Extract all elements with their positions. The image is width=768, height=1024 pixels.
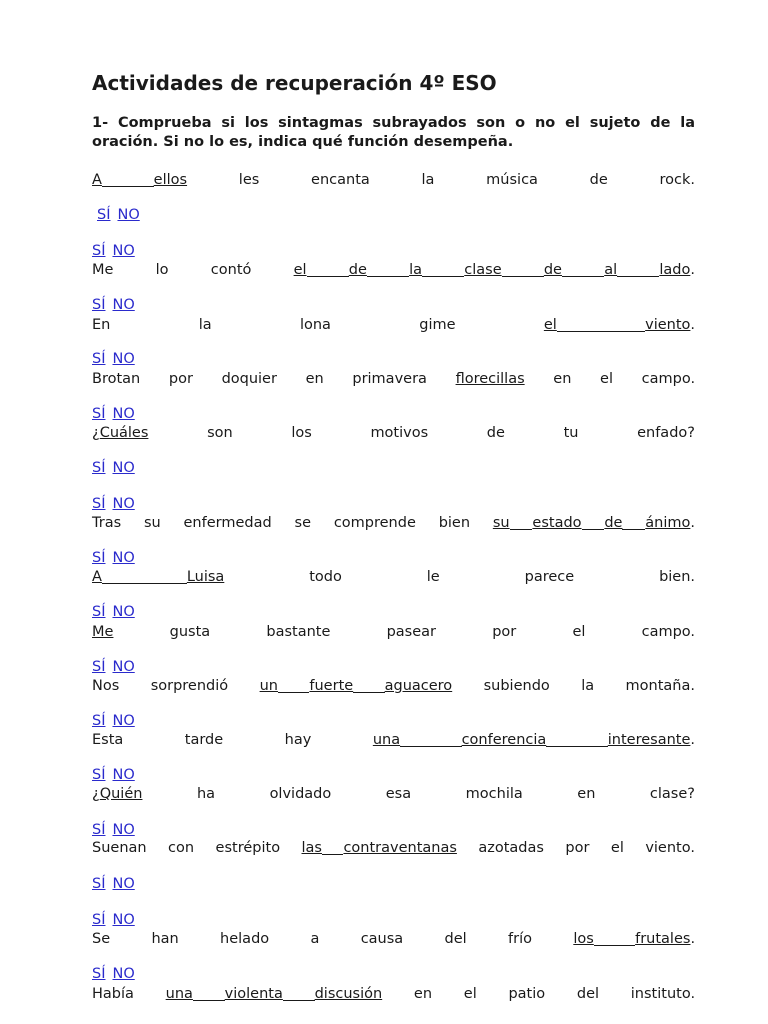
sentence-word: patio (508, 986, 546, 1002)
option-no-link[interactable]: NO (112, 550, 135, 566)
underlined-word: de (348, 262, 367, 278)
sentence-word: . (690, 262, 695, 278)
exercise-sentence (92, 171, 695, 189)
sentence-word: parece (524, 569, 575, 585)
underlined-word: una (165, 986, 193, 1002)
exercise-sentence (92, 731, 695, 749)
exercise-sentence (92, 261, 695, 279)
underlined-word: aguacero (384, 678, 453, 694)
sentence-word: sorprendió (150, 678, 229, 694)
sentence-word: el (610, 840, 624, 856)
answer-options (92, 965, 135, 983)
sentence-word: son (207, 425, 233, 441)
option-si-link[interactable]: SÍ (92, 550, 106, 566)
option-no-link[interactable]: NO (112, 659, 135, 675)
option-no-link[interactable]: NO (112, 822, 135, 838)
sentence-word: subiendo (483, 678, 550, 694)
sentence-word: tu (563, 425, 579, 441)
option-si-link[interactable]: SÍ (92, 496, 106, 512)
sentence-word: . (690, 931, 696, 947)
sentence-word: campo. (641, 624, 696, 640)
underlined-word: contraventanas (343, 840, 457, 856)
sentence-word: azotadas (478, 840, 544, 856)
sentence-word: Se (92, 931, 111, 947)
underlined-word: florecillas (455, 371, 525, 387)
sentence-word: gime (419, 317, 456, 333)
underlined-word: el (293, 262, 307, 278)
exercise-sentence (92, 930, 695, 948)
sentence-word: clase? (649, 786, 695, 802)
sentence-word: la (198, 317, 212, 333)
option-no-link[interactable]: NO (112, 713, 135, 729)
option-si-link[interactable]: SÍ (92, 351, 106, 367)
sentence-word: los (291, 425, 312, 441)
sentence-word: la (581, 678, 595, 694)
page-title: Actividades de recuperación 4º ESO (92, 71, 497, 95)
answer-options (92, 658, 135, 676)
underlined-word: ellos (153, 172, 188, 188)
underlined-word: Quién (99, 786, 143, 802)
underlined-word: de (543, 262, 562, 278)
answer-options (97, 206, 140, 224)
sentence-word: tarde (184, 732, 224, 748)
underlined-word: interesante (607, 732, 691, 748)
sentence-word: Brotan (92, 371, 141, 387)
sentence-word: les (238, 172, 260, 188)
exercise-sentence (92, 985, 695, 1003)
sentence-word: montaña. (625, 678, 695, 694)
underlined-word: el (543, 317, 557, 333)
underlined-word: las (301, 840, 322, 856)
sentence-word: todo (309, 569, 342, 585)
option-no-link[interactable]: NO (112, 876, 135, 892)
sentence-word: lo (155, 262, 169, 278)
sentence-word: Me (92, 262, 114, 278)
sentence-word: le (426, 569, 440, 585)
answer-options (92, 766, 135, 784)
answer-options (92, 821, 135, 839)
sentence-word: pasear (386, 624, 437, 640)
answer-options (92, 603, 135, 621)
option-no-link[interactable]: NO (112, 406, 135, 422)
option-no-link[interactable]: NO (112, 297, 135, 313)
sentence-word: de (589, 172, 608, 188)
sentence-word: motivos (370, 425, 429, 441)
sentence-word: bastante (266, 624, 331, 640)
underlined-word: A (92, 569, 102, 585)
sentence-word: En (92, 317, 111, 333)
sentence-word: en (305, 371, 324, 387)
sentence-word: Esta (92, 732, 124, 748)
underlined-word: discusión (314, 986, 383, 1002)
exercise-sentence (92, 424, 695, 442)
sentence-word: primavera (352, 371, 427, 387)
option-no-link[interactable]: NO (112, 243, 135, 259)
sentence-word: en (413, 986, 433, 1002)
sentence-word: del (444, 931, 467, 947)
option-no-link[interactable]: NO (112, 966, 135, 982)
sentence-word: de (486, 425, 505, 441)
option-si-link[interactable]: SÍ (92, 243, 106, 259)
answer-options (92, 549, 135, 567)
sentence-word: campo. (641, 371, 696, 387)
option-no-link[interactable]: NO (112, 496, 135, 512)
sentence-word: bien (438, 515, 471, 531)
sentence-word: música (486, 172, 538, 188)
sentence-word: helado (220, 931, 270, 947)
exercise-sentence (92, 677, 695, 695)
underlined-word: fuerte (309, 678, 354, 694)
sentence-word: por (492, 624, 517, 640)
sentence-word: . (690, 732, 695, 748)
answer-options (92, 296, 135, 314)
exercise-sentence (92, 514, 695, 532)
sentence-word: ¿ (92, 425, 100, 441)
sentence-word: en (577, 786, 596, 802)
option-si-link[interactable]: SÍ (92, 406, 106, 422)
option-no-link[interactable]: NO (112, 604, 135, 620)
sentence-word: por (565, 840, 590, 856)
option-si-link[interactable]: SÍ (92, 966, 106, 982)
sentence-word: la (421, 172, 435, 188)
sentence-word: en (553, 371, 572, 387)
sentence-word: . (690, 515, 695, 531)
exercise-sentence (92, 623, 695, 641)
underlined-word: una (372, 732, 401, 748)
option-si-link[interactable]: SÍ (92, 767, 106, 783)
underlined-word: frutales (635, 931, 691, 947)
sentence-word: gusta (169, 624, 211, 640)
answer-options (92, 911, 135, 929)
sentence-word: mochila (465, 786, 523, 802)
sentence-word: Suenan (92, 840, 147, 856)
underlined-word: violenta (224, 986, 283, 1002)
underlined-word: A (92, 172, 102, 188)
sentence-word: el (600, 371, 613, 387)
exercise-instruction: 1- Comprueba si los sintagmas subrayados son o no el sujeto de la oración. Si no lo es, indica qué función desempeña. (92, 115, 695, 150)
option-si-link[interactable]: SÍ (92, 659, 106, 675)
sentence-word: Nos (92, 678, 120, 694)
answer-options (92, 875, 135, 893)
underlined-word: Luisa (186, 569, 225, 585)
sentence-word: bien. (659, 569, 696, 585)
sentence-word: del (576, 986, 600, 1002)
option-no-link[interactable]: NO (112, 767, 135, 783)
sentence-word: encanta (311, 172, 370, 188)
sentence-word: han (151, 931, 179, 947)
sentence-word: Había (92, 986, 134, 1002)
exercise-sentence (92, 839, 695, 857)
underlined-word: ánimo (645, 515, 691, 531)
exercise-sentence (92, 568, 695, 586)
option-si-link[interactable]: SÍ (92, 912, 106, 928)
sentence-word: su (143, 515, 161, 531)
underlined-word: al (604, 262, 618, 278)
option-no-link[interactable]: NO (117, 207, 140, 223)
sentence-word: esa (385, 786, 412, 802)
sentence-word: estrépito (215, 840, 281, 856)
sentence-word: rock. (659, 172, 696, 188)
sentence-word: causa (360, 931, 404, 947)
sentence-word: comprende (333, 515, 416, 531)
underlined-word: conferencia (461, 732, 547, 748)
option-si-link[interactable]: SÍ (92, 713, 106, 729)
sentence-word: por (168, 371, 193, 387)
underlined-word: clase (464, 262, 502, 278)
sentence-word: doquier (221, 371, 277, 387)
answer-options (92, 350, 135, 368)
sentence-word: el (463, 986, 477, 1002)
sentence-word: con (168, 840, 195, 856)
sentence-word: enfermedad (183, 515, 272, 531)
sentence-word: ha (196, 786, 216, 802)
underlined-word: viento (645, 317, 691, 333)
underlined-word: Me (92, 624, 114, 640)
answer-options (92, 459, 135, 477)
sentence-word: ¿ (92, 786, 100, 802)
option-si-link[interactable]: SÍ (92, 604, 106, 620)
answer-options (92, 405, 135, 423)
sentence-word: se (294, 515, 311, 531)
sentence-word: el (572, 624, 586, 640)
sentence-word: instituto. (630, 986, 696, 1002)
sentence-word: . (690, 317, 696, 333)
sentence-word: olvidado (269, 786, 332, 802)
underlined-word: de (604, 515, 623, 531)
sentence-word: enfado? (637, 425, 695, 441)
answer-options (92, 242, 135, 260)
sentence-word: hay (284, 732, 312, 748)
exercise-sentence (92, 785, 695, 803)
sentence-word: Tras (92, 515, 122, 531)
sentence-word: frío (508, 931, 532, 947)
option-si-link[interactable]: SÍ (92, 822, 106, 838)
option-si-link[interactable]: SÍ (92, 297, 106, 313)
answer-options (92, 712, 135, 730)
underlined-word: lado (659, 262, 691, 278)
option-si-link[interactable]: SÍ (92, 460, 106, 476)
underlined-word: estado (532, 515, 582, 531)
sentence-word: a (310, 931, 320, 947)
option-no-link[interactable]: NO (112, 912, 135, 928)
sentence-word: viento. (645, 840, 695, 856)
answer-options (92, 495, 135, 513)
underlined-word: la (409, 262, 423, 278)
underlined-word: su (492, 515, 510, 531)
underlined-word: Cuáles (99, 425, 149, 441)
option-si-link[interactable]: SÍ (92, 876, 106, 892)
underlined-word: un (259, 678, 278, 694)
option-no-link[interactable]: NO (112, 460, 135, 476)
exercise-sentence (92, 370, 695, 388)
option-no-link[interactable]: NO (112, 351, 135, 367)
exercise-sentence (92, 316, 695, 334)
sentence-word: contó (210, 262, 252, 278)
underlined-word: los (573, 931, 594, 947)
option-si-link[interactable]: SÍ (97, 207, 111, 223)
sentence-word: lona (299, 317, 331, 333)
